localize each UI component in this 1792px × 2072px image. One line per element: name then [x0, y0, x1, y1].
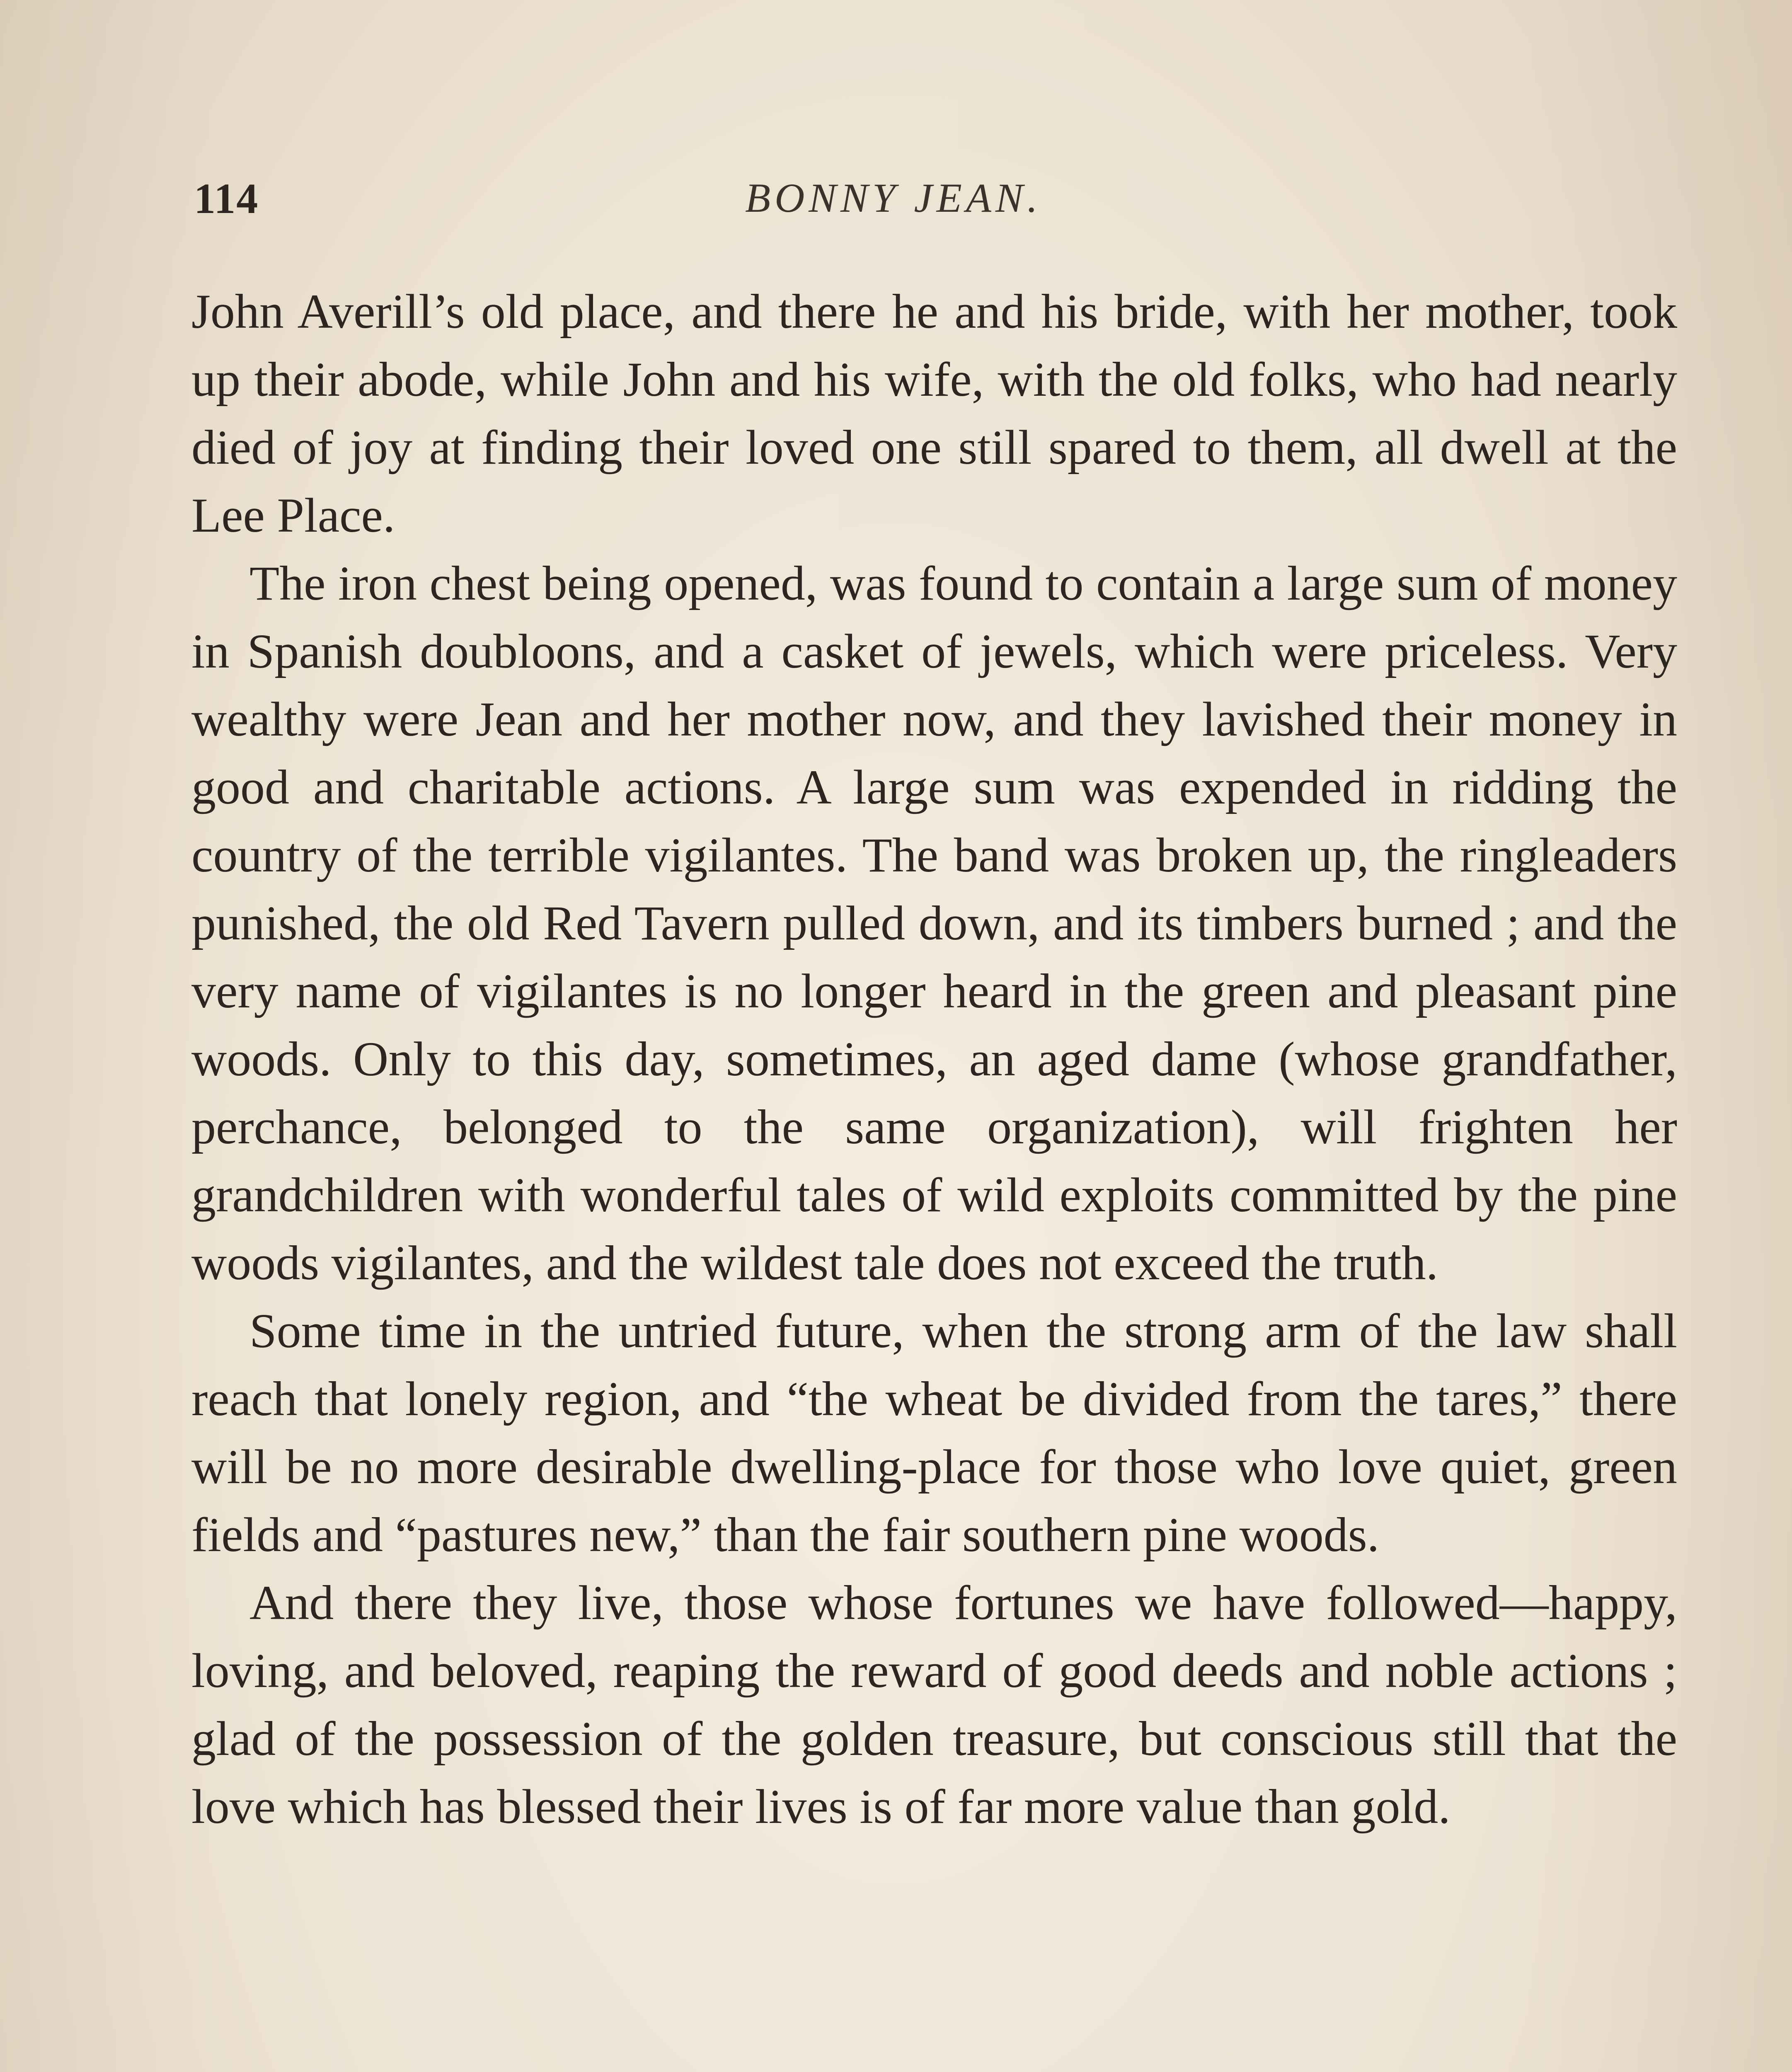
running-head [194, 174, 1669, 236]
page-number: 114 [194, 175, 259, 223]
book-title: BONNY JEAN. [745, 175, 1042, 221]
paragraph-1: John Averill’s old place, and there he and his bride, with her mother, took up their abode, while John and his wife, with the old folks, who had nearly died of joy at finding their loved one still spared to them, all dwell at the Lee Place. [191, 284, 1677, 542]
paragraph-3: Some time in the untried future, when the strong arm of the law shall reach that lonely region, and “the wheat be divided from the tares,” there will be no more desirable dwelling-place for those who love quiet, green fields and “pastures new,” than the fair southern pine woods. [191, 1304, 1677, 1562]
body-text [191, 278, 1677, 1841]
paragraph-2: The iron chest being opened, was found to contain a large sum of money in Spanish doubloons, and a casket of jewels, which were priceless. Very wealthy were Jean and her mother now, and they lavished their money in good and charitable actions. A large sum was expended in ridding the country of the terrible vigilantes. The band was broken up, the ringleaders punished, the old Red Tavern pulled down, and its timbers burned ; and the very name of vigilantes is no longer heard in the green and pleasant pine woods. Only to this day, sometimes, an aged dame (whose grandfather, perchance, belonged to the same organization), will frighten her grandchildren with wonderful tales of wild exploits committed by the pine woods vigilantes, and the wildest tale does not exceed the truth. [191, 556, 1677, 1290]
paragraph-4: And there they live, those whose fortunes we have followed—happy, loving, and beloved, reaping the reward of good deeds and noble actions ; glad of the possession of the golden treasure, but conscious still that the love which has blessed their lives is of far more value than gold. [191, 1576, 1677, 1834]
